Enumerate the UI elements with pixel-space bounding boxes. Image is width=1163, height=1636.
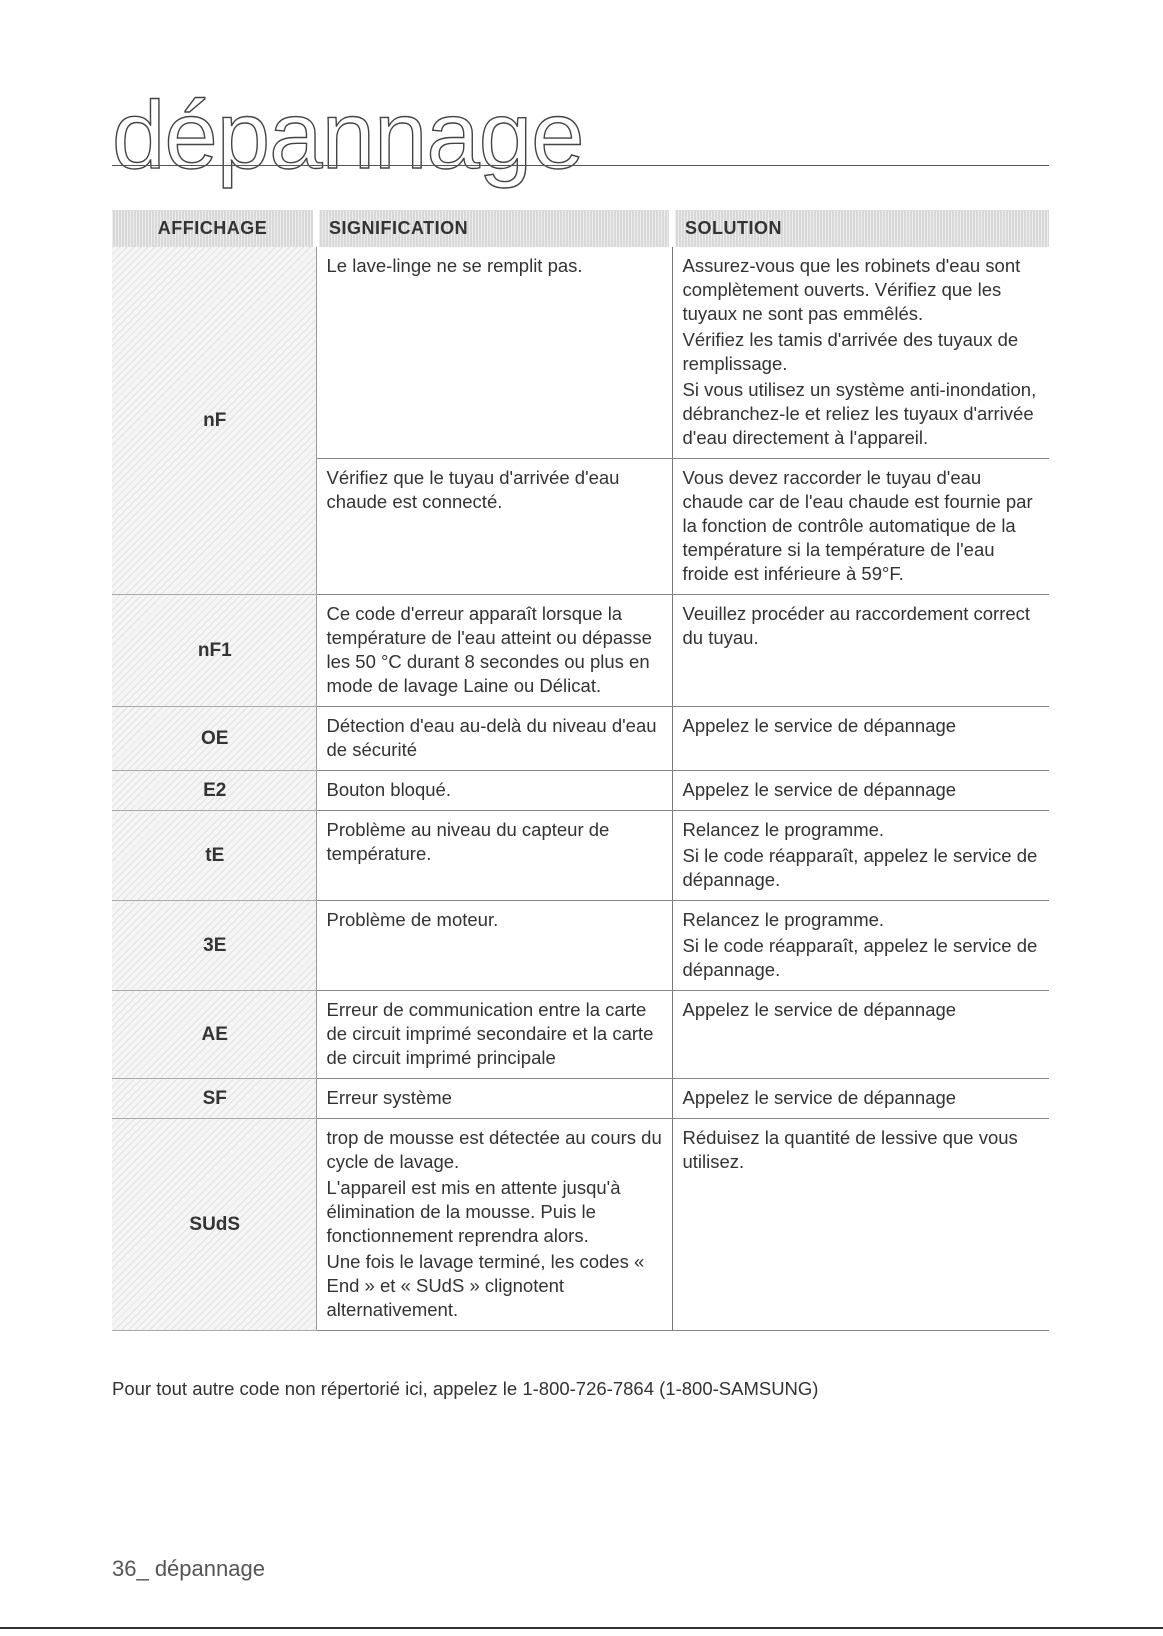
meaning-text: trop de mousse est détectée au cours du cycle de lavage.: [326, 1127, 662, 1172]
solution-text: Si le code réapparaît, appelez le service de dépannage.: [682, 935, 1038, 980]
table-row: [112, 1079, 1049, 1119]
solution-text: Veuillez procéder au raccordement correct du tuyau.: [682, 603, 1031, 648]
solution-cell: [672, 1119, 1049, 1331]
solution-cell: [672, 991, 1049, 1079]
meaning-text: Erreur système: [326, 1087, 452, 1108]
table-body: [112, 247, 1049, 1331]
meaning-text: Problème au niveau du capteur de température.: [326, 819, 610, 864]
meaning-cell: [316, 991, 672, 1079]
solution-text: Assurez-vous que les robinets d'eau sont complètement ouverts. Vérifiez que les tuyaux ne sont pas emmêlés.: [682, 255, 1021, 324]
bottom-rule: [0, 1627, 1163, 1629]
footer-note: Pour tout autre code non répertorié ici, appelez le 1-800-726-7864 (1-800-SAMSUNG): [112, 1378, 819, 1399]
table-row: [112, 771, 1049, 811]
error-code: 3E: [112, 901, 316, 991]
header-meaning: SIGNIFICATION: [316, 210, 672, 247]
meaning-cell: [316, 459, 672, 595]
solution-cell: [672, 707, 1049, 771]
solution-text: Appelez le service de dépannage: [682, 715, 957, 736]
error-code: nF1: [112, 595, 316, 707]
header-solution: SOLUTION: [672, 210, 1049, 247]
meaning-text: Problème de moteur.: [326, 909, 499, 930]
meaning-cell: [316, 1079, 672, 1119]
meaning-text: Une fois le lavage terminé, les codes « End » et « SUdS » clignotent alternativement.: [326, 1251, 645, 1320]
solution-text: Appelez le service de dépannage: [682, 999, 957, 1020]
solution-text: Relancez le programme.: [682, 819, 885, 840]
meaning-cell: [316, 771, 672, 811]
solution-text: Appelez le service de dépannage: [682, 1087, 957, 1108]
meaning-cell: [316, 901, 672, 991]
error-code: SUdS: [112, 1119, 316, 1331]
meaning-cell: [316, 811, 672, 901]
title-underline: [112, 165, 1049, 166]
solution-cell: [672, 247, 1049, 459]
page-number: 36_ dépannage: [112, 1556, 265, 1581]
error-code: OE: [112, 707, 316, 771]
meaning-text: L'appareil est mis en attente jusqu'à élimination de la mousse. Puis le fonctionnement reprendra alors.: [326, 1177, 621, 1246]
page-title: dépannage: [112, 82, 584, 189]
table-row: [112, 707, 1049, 771]
solution-cell: [672, 771, 1049, 811]
troubleshooting-table: [112, 210, 1049, 1331]
table-row: [112, 595, 1049, 707]
table-row: [112, 991, 1049, 1079]
meaning-text: Détection d'eau au-delà du niveau d'eau de sécurité: [326, 715, 657, 760]
table-row: [112, 901, 1049, 991]
solution-text: Réduisez la quantité de lessive que vous utilisez.: [682, 1127, 1018, 1172]
solution-text: Si vous utilisez un système anti-inondation, débranchez-le et reliez les tuyaux d'arrivée d'eau directement à l'appareil.: [682, 379, 1037, 448]
solution-cell: [672, 901, 1049, 991]
meaning-cell: [316, 595, 672, 707]
meaning-text: Le lave-linge ne se remplit pas.: [326, 255, 583, 276]
error-code: SF: [112, 1079, 316, 1119]
table-row: [112, 1119, 1049, 1331]
solution-text: Vous devez raccorder le tuyau d'eau chaude car de l'eau chaude est fournie par la fonction de contrôle automatique de la température si la température de l'eau froide est inférieure à 59°F.: [682, 467, 1033, 584]
error-code: tE: [112, 811, 316, 901]
solution-text: Vérifiez les tamis d'arrivée des tuyaux de remplissage.: [682, 329, 1019, 374]
meaning-cell: [316, 707, 672, 771]
header-display: AFFICHAGE: [112, 210, 316, 247]
error-code: nF: [112, 247, 316, 595]
table-row: [112, 811, 1049, 901]
solution-cell: [672, 459, 1049, 595]
meaning-text: Vérifiez que le tuyau d'arrivée d'eau chaude est connecté.: [326, 467, 620, 512]
solution-text: Si le code réapparaît, appelez le service de dépannage.: [682, 845, 1038, 890]
solution-cell: [672, 811, 1049, 901]
error-code: AE: [112, 991, 316, 1079]
solution-cell: [672, 595, 1049, 707]
meaning-text: Ce code d'erreur apparaît lorsque la température de l'eau atteint ou dépasse les 50 °C durant 8 secondes ou plus en mode de lavage Laine ou Délicat.: [326, 603, 652, 696]
error-code: E2: [112, 771, 316, 811]
table-header-row: [112, 210, 1049, 247]
table-row: [112, 247, 1049, 459]
meaning-cell: [316, 247, 672, 459]
meaning-text: Erreur de communication entre la carte de circuit imprimé secondaire et la carte de circuit imprimé principale: [326, 999, 654, 1068]
solution-text: Appelez le service de dépannage: [682, 779, 957, 800]
meaning-text: Bouton bloqué.: [326, 779, 451, 800]
meaning-cell: [316, 1119, 672, 1331]
solution-text: Relancez le programme.: [682, 909, 885, 930]
solution-cell: [672, 1079, 1049, 1119]
